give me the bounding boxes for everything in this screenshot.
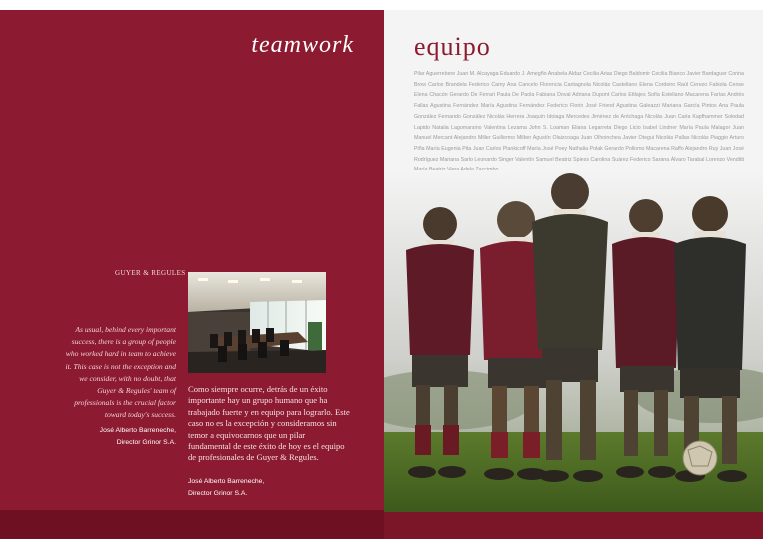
team-photo [384,170,763,512]
right-page-bottom-band [384,512,763,539]
left-page [0,10,384,510]
signature-title-es: Director Grinor S.A. [188,490,248,497]
quote-english: As usual, behind every important success, there is a group of people who worked hard in team to achieve it. This case is not the exception and we consider, with no doubt, that Guyer & Regules' team of professionals is the crucial factor toward today's success. [65,325,176,420]
right-page-title: equipo [414,32,491,61]
company-name: GUYER & REGULES [115,269,186,277]
signature-title: Director Grinor S.A. [116,439,176,446]
signature-name-es: José Alberto Barreneche, [188,478,265,485]
left-page-title: teamwork [251,32,354,58]
office-photo [188,272,326,373]
team-names-list: Pilar Aguerrebere Juan M. Alcayaga Eduardo J. Amegño Anabela Aldaz Cecilia Arias Diego Baldomir Cecilia Bianco Javier Bardaguer Corina Brow Carlos Brandela Federico Camy Ana Cancelo Florencia Cantagnola Nicolás Castellano Elena Cordeiro Raúl Cerezo Fabiola Cense Elena Chacón Gerardo De Ferrari Paula De Paola Fabiana Doval Adriana Dupont Carlos Ettlajes Sofía Estellano Macarena Farías Andrés Fallas Agustina Fernández María Agustina Fernández Federico Florin José Friend Agustina Galeazzi Mariana García Pintos Ana Paula González Fernando González Nicolás Herrera Joaquín Idoiaga Mercedes Jiménez de Aréchaga Nicolás Juan Carla Kapfhammer Soledad Lapido Natalia Lagomarsino Valentina Lezama John S. Loaman Eliana Legarreta Diego Licio Isabel Lindner María Paula Malagor Juan Manuel Mercant Alejandro Miller Guillermo Milber Agustín Olaizcoaga Juan Olhoinchea Javier Otegui Nicolás Pallas Nicolás Piaggio Arturo Piña María Eugenia Pita Juan Carlos Plankicoff María José Poey Nathalia Polak Gerardo Pollomo Macarena Raffo Alejandro Ruy Juan José Rodríguez Mariana Sarlo Leonardo Singer Valentín Samuel Beatriz Spiess Carolina Suárez Federico Sarana Álvaro Tarabal Lorenzo Venditti [414,71,744,163]
quote-spanish: Como siempre ocurre, detrás de un éxito importante hay un grupo humano que ha trabajado fuerte y en equipo para lograrlo. Este caso no es la excepción y consideramos sin temor a equivocarnos que un pilar fundamental de este éxito de hoy es el equipo de profesionales de Guyer & Regules. [188,384,350,463]
signature-name: José Alberto Barreneche, [99,427,176,434]
signature-english [60,425,176,449]
signature-spanish [188,476,350,500]
left-page-bottom-band [0,510,384,539]
